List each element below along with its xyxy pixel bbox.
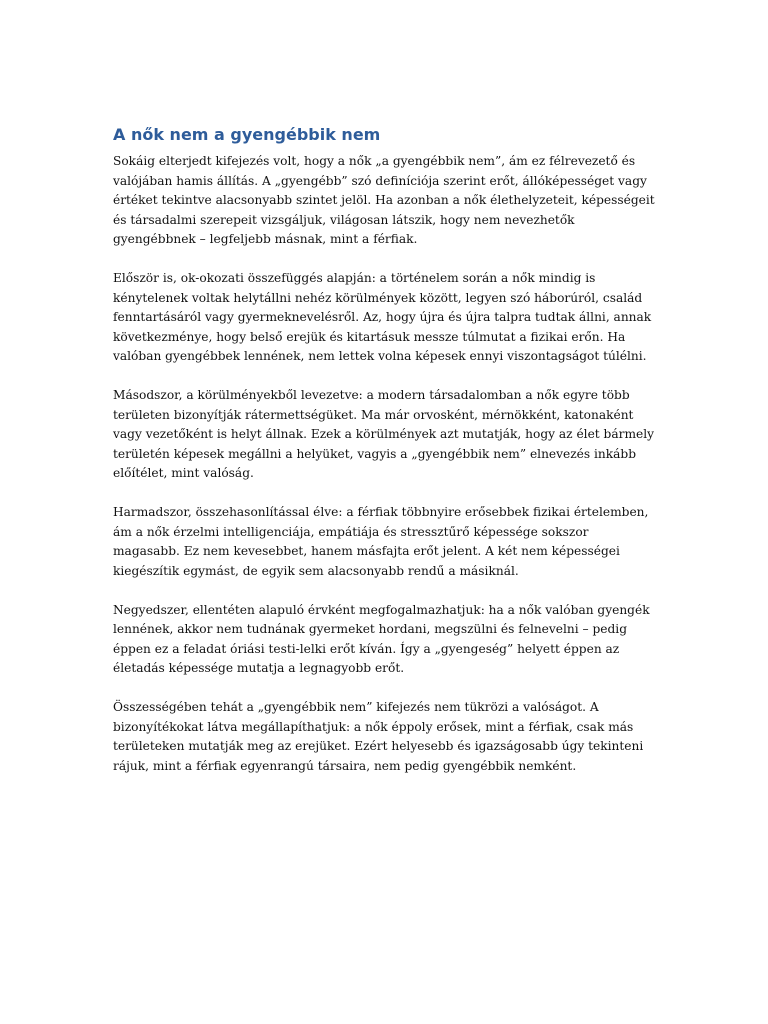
paragraph-conclusion: Összességében tehát a „gyengébbik nem” kifejezés nem tükrözi a valóságot. A bizonyítékokat látva megállapíthatjuk: a nők éppoly erősek, mint a férfiak, csak más területeken mutatják meg az erejüket. Ezért helyesebb és igazságosabb úgy tekinteni rájuk, mint a férfiak egyenrangú társaira, nem pedig gyengébbik nemként. <box>113 700 644 773</box>
document-title: A nők nem a gyengébbik nem <box>113 125 381 144</box>
document-body <box>113 124 658 796</box>
paragraph-intro: Sokáig elterjedt kifejezés volt, hogy a nők „a gyengébbik nem”, ám ez félrevezető és valójában hamis állítás. A „gyengébb” szó definíciója szerint erőt, állóképességet vagy értéket tekintve alacsonyabb szintet jelöl. Ha azonban a nők élethelyzeteit, képességeit és társadalmi szerepeit vizsgáljuk, világosan látszik, hogy nem nevezhetők gyengébbnek – legfeljebb másnak, mint a férfiak. <box>113 154 655 246</box>
paragraph-second-argument: Másodszor, a körülményekből levezetve: a modern társadalomban a nők egyre több területen bizonyítják rátermettségüket. Ma már orvosként, mérnökként, katonaként vagy vezetőként is helyt állnak. Ezek a körülmények azt mutatják, hogy az élet bármely területén képesek megállni a helyüket, vagyis a „gyengébbik nem” elnevezés inkább előítélet, mint valóság. <box>113 388 655 480</box>
paragraph-first-argument: Először is, ok-okozati összefüggés alapján: a történelem során a nők mindig is kénytelenek voltak helytállni nehéz körülmények között, legyen szó háborúról, család fenntartásáról vagy gyermeknevelésről. Az, hogy újra és újra talpra tudtak állni, annak következménye, hogy belső erejük és kitartásuk messze túlmutat a fizikai erőn. Ha valóban gyengébbek lennének, nem lettek volna képesek ennyi viszontagságot túlélni. <box>113 271 652 363</box>
paragraph-fourth-argument: Negyedszer, ellentéten alapuló érvként megfogalmazhatjuk: ha a nők valóban gyengék lennének, akkor nem tudnának gyermeket hordani, megszülni és felnevelni – pedig éppen ez a feladat óriási testi-lelki erőt kíván. Így a „gyengeség” helyett éppen az életadás képessége mutatja a legnagyobb erőt. <box>113 602 650 675</box>
paragraph-third-argument: Harmadszor, összehasonlítással élve: a férfiak többnyire erősebbek fizikai értelemben, ám a nők érzelmi intelligenciája, empátiája és stressztűrő képessége sokszor magasabb. Ez nem kevesebbet, hanem másfajta erőt jelent. A két nem képességei kiegészítik egymást, de egyik sem alacsonyabb rendű a másiknál. <box>113 505 649 578</box>
